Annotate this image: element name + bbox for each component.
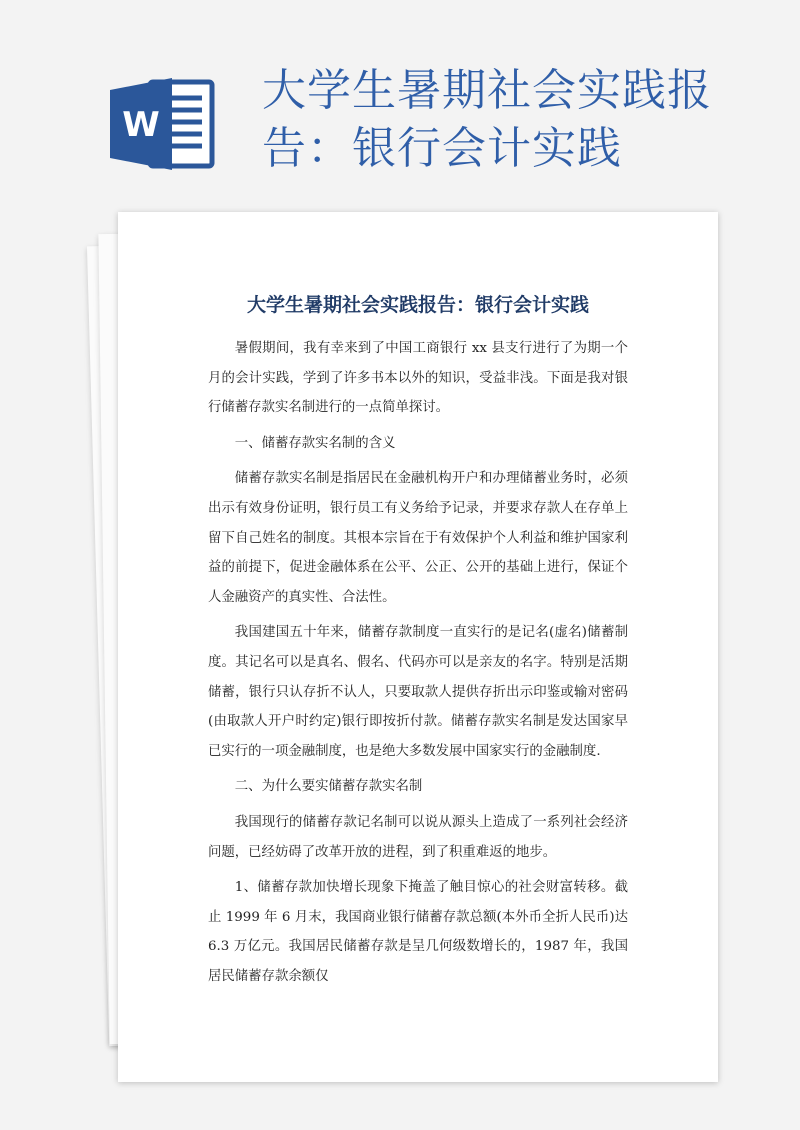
paragraph: 我国建国五十年来，储蓄存款制度一直实行的是记名(虚名)储蓄制度。其记名可以是真名、假名、代码亦可以是亲友的名字。特别是活期储蓄，银行只认存折不认人，只要取款人提供存折出示印鉴或输对密码(由取款人开户时约定)银行即按折付款。储蓄存款实名制是发达国家早已实行的一项金融制度，也是绝大多数发展中国家实行的金融制度. — [208, 625, 628, 759]
section-heading: 一、储蓄存款实名制的含义 — [234, 435, 396, 451]
header-title: 大学生暑期社会实践报告：银行会计实践 — [262, 65, 712, 174]
header-banner — [0, 0, 800, 200]
section-heading: 二、为什么要实储蓄存款实名制 — [234, 779, 423, 795]
svg-text:W: W — [122, 105, 160, 145]
paragraph: 暑假期间，我有幸来到了中国工商银行 xx 县支行进行了为期一个月的会计实践，学到了许多书本以外的知识，受益非浅。下面是我对银行储蓄存款实名制进行的一点简单探讨。 — [208, 341, 628, 416]
document-title: 大学生暑期社会实践报告：银行会计实践 — [246, 294, 589, 316]
paragraph: 1、储蓄存款加快增长现象下掩盖了触目惊心的社会财富转移。截止 1999 年 6 月末，我国商业银行储蓄存款总额(本外币全折人民币)达 6.3 万亿元。我国居民储蓄存款是呈几何级数增长的，1987 年，我国居民储蓄存款余额仅 — [208, 880, 628, 984]
document-body — [208, 334, 628, 997]
paragraph: 我国现行的储蓄存款记名制可以说从源头上造成了一系列社会经济问题，已经妨碍了改革开放的进程，到了积重难返的地步。 — [208, 814, 628, 860]
paragraph: 储蓄存款实名制是指居民在金融机构开户和办理储蓄业务时，必须出示有效身份证明，银行员工有义务给予记录，并要求存款人在存单上留下自己姓名的制度。其根本宗旨在于有效保护个人利益和维护国家利益的前提下，促进金融体系在公平、公正、公开的基础上进行，保证个人金融资产的真实性、合法性。 — [208, 471, 628, 605]
document-page — [118, 212, 718, 1082]
word-document-icon — [110, 78, 216, 170]
